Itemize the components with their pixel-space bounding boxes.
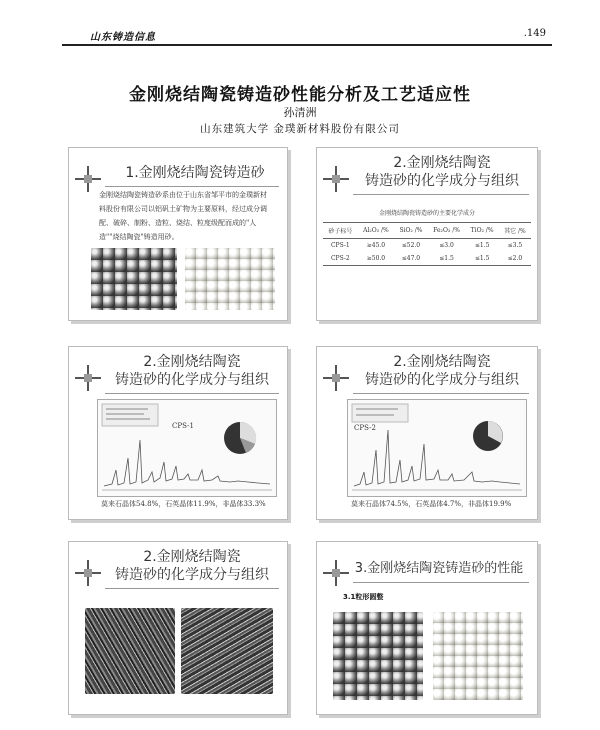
column-header: SiO₂ /% [394,223,428,239]
column-header: 砂子标号 [323,223,358,239]
table-cell: ≤52.0 [401,242,421,249]
table-header-row [323,223,531,239]
slide-title-line2: 铸造砂的化学成分与组织 [115,372,269,388]
column-header: 其它 /% [499,223,531,239]
divider [105,588,279,589]
table-cell: ≤1.5 [465,252,498,266]
slide-title-line2: 铸造砂的化学成分与组织 [365,173,519,189]
slide-2 [316,147,538,321]
slide-title-line1: 2.金刚烧结陶瓷 [143,354,241,370]
slide-title-line2: 铸造砂的化学成分与组织 [115,567,269,583]
chart-label: CPS-2 [354,424,376,432]
xrd-spectrum [348,400,526,496]
sand-photo-dark [333,612,423,700]
slide-4 [316,346,538,520]
corner-ornament [75,166,101,192]
table-cell: ≤3.0 [439,242,454,249]
xrd-pattern-cps1 [97,399,277,497]
table-cell: CPS-2 [323,252,358,266]
table-row [323,252,531,266]
divider [353,582,529,583]
table-cell: ≤47.0 [394,252,428,266]
slide-title-line2: 铸造砂的化学成分与组织 [365,372,519,388]
slide-body-text: 金刚烧结陶瓷铸造砂系由位于山东省邹平市的金璞新材料股份有限公司以铝矾土矿物为主要原料，经过成分调配、破碎、制粉、造粒、烧结、粒度级配而成的"人造""烧结陶瓷"铸造用砂。 [99,191,267,241]
slide-6 [316,541,538,715]
article-author: 孙清洲 [283,106,317,119]
divider [353,194,529,195]
table-cell: ≤2.0 [499,252,531,266]
column-header: Fe₂O₃ /% [428,223,466,239]
slide-subtitle: 3.1粒形圆整 [343,593,384,601]
table-cell: ≤1.5 [474,242,490,249]
phase-composition-caption: 莫来石晶体54.8%，石英晶体11.9%，非晶体33.3% [101,500,266,508]
slide-title: 3.金刚烧结陶瓷铸造砂的性能 [354,561,524,576]
table-cell: ≥50.0 [358,252,394,266]
xrd-pattern-cps2 [347,399,527,497]
table-caption: 金刚烧结陶瓷铸造砂的主要化学成分 [378,210,475,217]
column-header: Al₂O₃ /% [358,223,394,239]
table-cell: ≤3.5 [507,242,523,249]
slide-title-line1: 2.金刚烧结陶瓷 [393,155,491,171]
running-header [62,28,552,46]
column-header: TiO₂ /% [465,223,498,239]
divider [105,186,279,187]
sem-micrograph-2 [181,608,273,694]
slide-title-line1: 2.金刚烧结陶瓷 [393,354,491,370]
slide-3 [68,346,288,520]
sem-micrograph-1 [85,608,175,694]
table-cell: CPS-1 [330,242,350,249]
slide-5 [68,541,288,715]
corner-ornament [323,365,349,391]
chemical-composition-table [323,222,531,266]
article-affiliation: 山东建筑大学 金璞新材料股份有限公司 [200,123,400,135]
divider [105,393,279,394]
divider [353,393,529,394]
table-row [323,239,531,253]
slide-title: 1.金刚烧结陶瓷铸造砂 [125,165,265,181]
corner-ornament [323,166,349,192]
sand-photo-light [185,248,275,310]
article-title: 金刚烧结陶瓷铸造砂性能分析及工艺适应性 [129,85,471,105]
phase-composition-caption: 莫来石晶体74.5%，石英晶体4.7%，非晶体19.9% [351,500,512,508]
slide-title-line1: 2.金刚烧结陶瓷 [143,549,241,565]
sand-photo-light [433,612,523,700]
table-cell: ≥45.0 [366,242,386,249]
slide-1 [68,147,288,321]
page-number: .149 [523,28,546,39]
chart-label: CPS-1 [172,422,194,430]
xrd-spectrum [98,400,276,496]
sand-photo-dark [91,248,177,310]
journal-name: 山东铸造信息 [90,32,156,43]
table-cell: ≤1.5 [428,252,466,266]
